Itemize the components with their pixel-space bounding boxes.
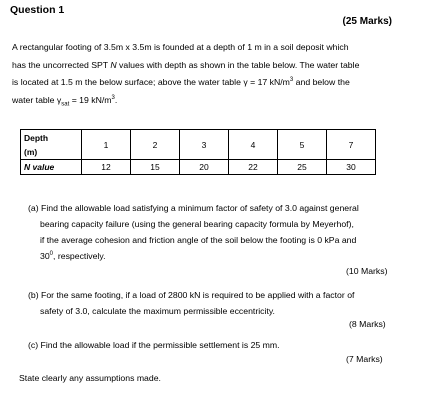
part-a-line	[28, 248, 416, 264]
part-c	[28, 337, 416, 353]
part-b	[28, 287, 416, 319]
part-c-marks: (7 Marks)	[346, 354, 383, 364]
gamma-symbol: γ	[243, 77, 248, 87]
intro-text: values with depth as shown in the table below. The water table	[116, 59, 360, 70]
intro-text: and below the	[293, 77, 350, 87]
depth-cell: 3	[180, 130, 229, 160]
intro-text: .	[114, 94, 118, 105]
n-value-cell: 30	[327, 160, 376, 175]
n-value-cell: 22	[229, 160, 278, 175]
intro-text: = 17 kN/m	[247, 77, 290, 87]
part-a-line: if the average cohesion and friction angle of the soil below the footing is 0 kPa and	[40, 235, 357, 245]
intro-text: has the uncorrected SPT	[12, 59, 111, 70]
n-value-cell: 20	[180, 160, 229, 175]
n-symbol: N	[110, 59, 117, 70]
part-a	[28, 200, 416, 264]
table-row-depth	[21, 130, 376, 160]
intro-text: is located at 1.5 m the below surface; above the water table	[12, 77, 244, 87]
degree-mark: 0	[49, 251, 54, 258]
intro-text: = 19 kN/m	[69, 94, 112, 105]
total-marks: (25 Marks)	[342, 16, 392, 27]
part-b-line: (b) For the same footing, if a load of 2800 kN is required to be applied with a factor of	[28, 290, 355, 300]
n-value-label: N value	[24, 162, 55, 172]
spt-table	[20, 129, 376, 175]
depth-cell: 2	[131, 130, 180, 160]
part-a-marks: (10 Marks)	[346, 266, 388, 276]
depth-cell: 5	[278, 130, 327, 160]
depth-cell: 1	[82, 130, 131, 160]
depth-cell: 4	[229, 130, 278, 160]
part-b-line: safety of 3.0, calculate the maximum permissible eccentricity.	[40, 306, 275, 316]
intro-line-2	[12, 57, 412, 75]
gamma-symbol: γ	[56, 94, 62, 105]
intro-text: water table	[12, 94, 57, 105]
exponent: 3	[289, 77, 294, 84]
part-c-line: (c) Find the allowable load if the permissible settlement is 25 mm.	[28, 340, 280, 350]
n-value-cell: 25	[278, 160, 327, 175]
intro-line-4	[12, 92, 412, 110]
table-row-n-value	[21, 160, 376, 175]
assumptions-note: State clearly any assumptions made.	[19, 373, 161, 383]
problem-statement	[12, 39, 412, 109]
depth-header	[21, 130, 82, 160]
part-b-marks: (8 Marks)	[349, 319, 386, 329]
intro-line-3	[12, 74, 412, 92]
part-a-text: , respectively.	[53, 251, 106, 261]
exponent: 3	[111, 94, 115, 101]
part-a-line: bearing capacity failure (using the general bearing capacity formula by Meyerhof),	[40, 219, 354, 229]
part-a-line: (a) Find the allowable load satisfying a minimum factor of safety of 3.0 against general	[28, 203, 359, 213]
question-title: Question 1	[10, 4, 65, 16]
intro-line-1: A rectangular footing of 3.5m x 3.5m is founded at a depth of 1 m in a soil deposit which	[12, 42, 349, 52]
n-value-cell: 12	[82, 160, 131, 175]
subscript: sat	[61, 101, 70, 108]
n-value-header	[21, 160, 82, 175]
depth-label: Depth	[24, 132, 49, 143]
depth-unit: (m)	[24, 146, 38, 157]
n-value-cell: 15	[131, 160, 180, 175]
angle-value: 30	[40, 251, 50, 261]
depth-cell: 7	[327, 130, 376, 160]
